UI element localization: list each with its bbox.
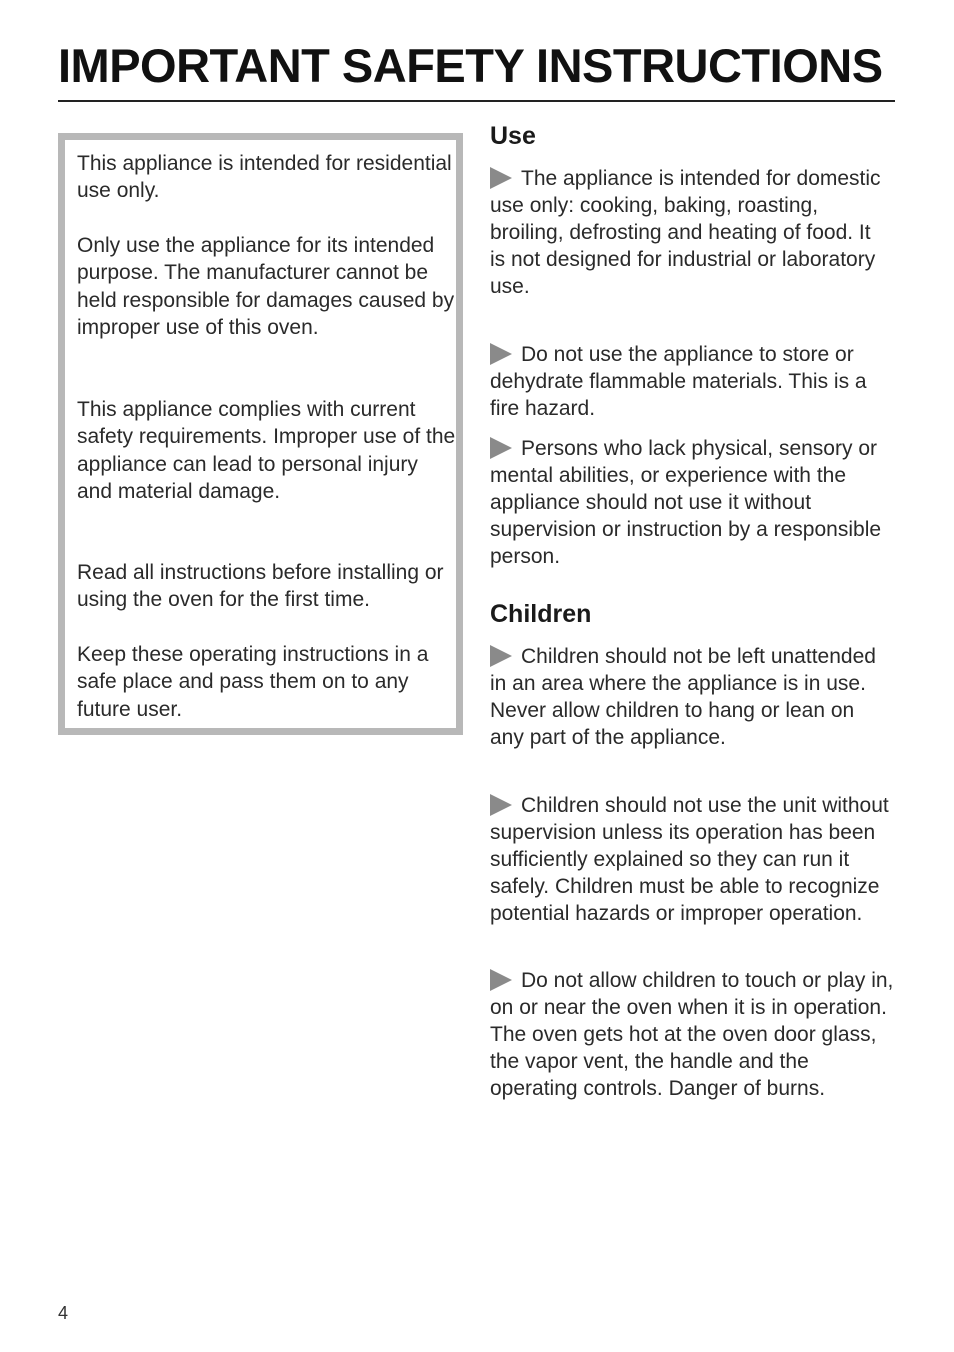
triangle-right-icon [490, 437, 512, 459]
bullet-item [490, 643, 890, 751]
page-title: IMPORTANT SAFETY INSTRUCTIONS [58, 39, 883, 92]
bullet-text: Persons who lack physical, sensory or mental abilities, or experience with the appliance should not use it without supervision or instruction by a responsible person. [490, 437, 882, 568]
triangle-right-icon [490, 343, 512, 365]
triangle-right-icon [490, 645, 512, 667]
notice-paragraph: This appliance is intended for residential use only. [77, 152, 452, 203]
bullet-item [490, 967, 900, 1102]
bullet-text: Children should not be left unattended in an area where the appliance is in use. Never allow children to hang or lean on any part of the appliance. [490, 645, 876, 749]
bullet-text: Do not allow children to touch or play in, on or near the oven when it is in operation. The oven gets hot at the oven door glass, the vapor vent, the handle and the operating controls. Danger of burns. [490, 969, 894, 1100]
notice-paragraph: Keep these operating instructions in a safe place and pass them on to any future user. [77, 643, 429, 721]
title-divider [58, 100, 895, 102]
bullet-item [490, 165, 885, 300]
notice-box [58, 133, 463, 735]
page-number: 4 [58, 1303, 69, 1323]
notice-paragraph: This appliance complies with current safety requirements. Improper use of the appliance can lead to personal injury and material damage. [77, 398, 456, 503]
section-heading-children: Children [490, 600, 592, 628]
triangle-right-icon [490, 794, 512, 816]
notice-paragraph: Read all instructions before installing or using the oven for the first time. [77, 561, 444, 612]
bullet-item [490, 792, 895, 927]
bullet-text: Do not use the appliance to store or dehydrate flammable materials. This is a fire hazard. [490, 343, 867, 420]
triangle-right-icon [490, 167, 512, 189]
section-heading-use: Use [490, 122, 536, 150]
notice-paragraph: Only use the appliance for its intended purpose. The manufacturer cannot be held responsible for damages caused by improper use of this oven. [77, 234, 455, 339]
triangle-right-icon [490, 969, 512, 991]
bullet-text: The appliance is intended for domestic use only: cooking, baking, roasting, broiling, defrosting and heating of food. It is not designed for industrial or laboratory use. [490, 167, 881, 298]
bullet-item [490, 341, 895, 422]
bullet-item [490, 435, 890, 570]
bullet-text: Children should not use the unit without supervision unless its operation has been sufficiently explained so they can run it safely. Children must be able to recognize potential hazards or improper operation. [490, 794, 889, 925]
